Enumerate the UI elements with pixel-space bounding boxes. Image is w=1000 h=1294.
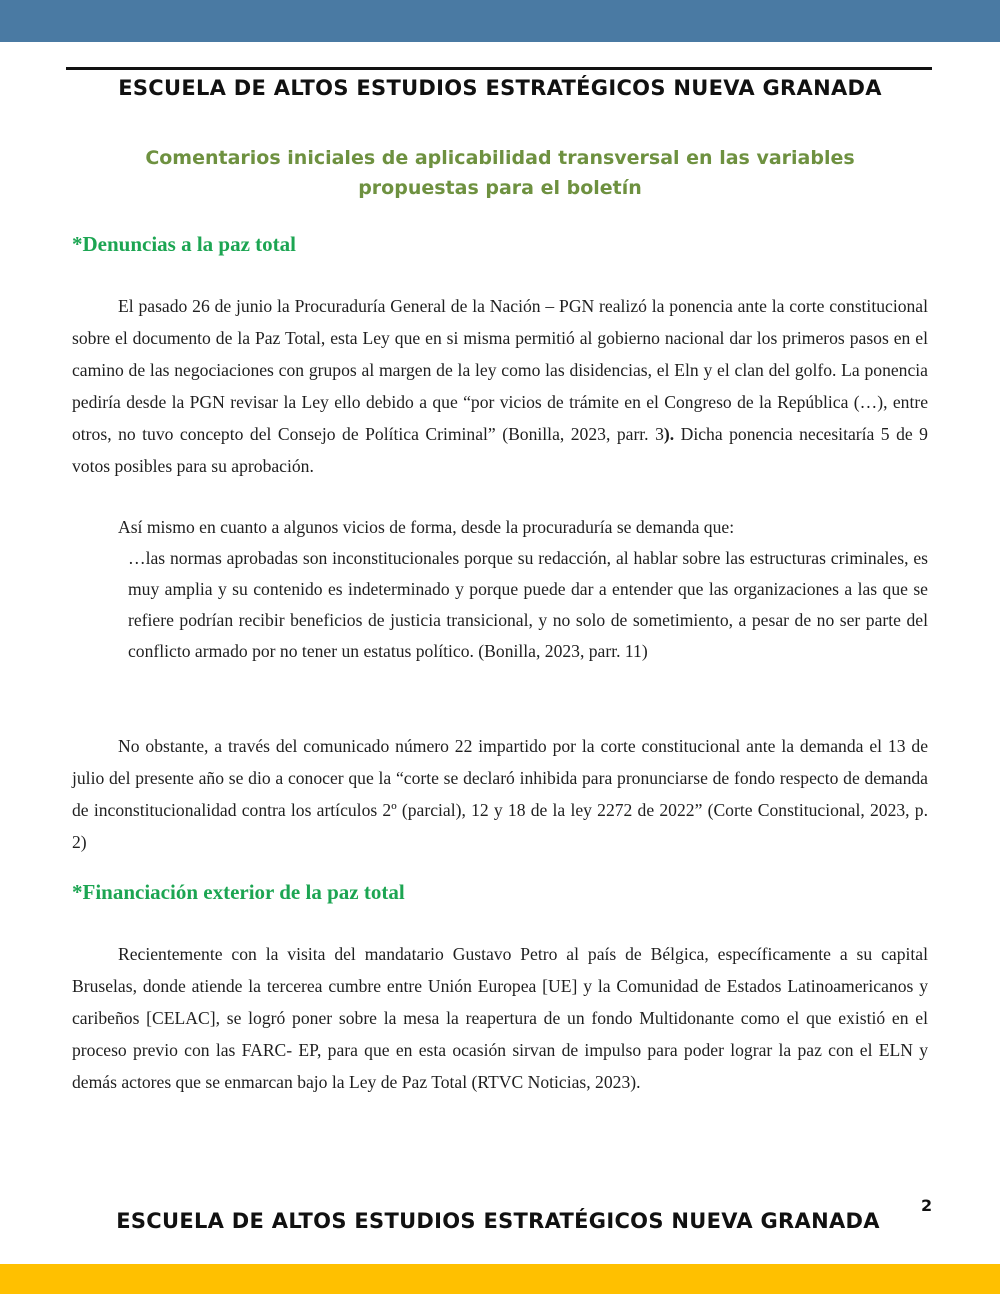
block-quote: …las normas aprobadas son inconstitucionales porque su redacción, al hablar sobre las estructuras criminales, es muy amplia y su contenido es indeterminado y porque puede dar a entender que las organizaciones a las que se refiere podrían recibir beneficios de justicia transicional, y no solo de sometimiento, a pesar de no ser parte del conflicto armado por no tener un estatus político. (Bonilla, 2023, parr. 11) [128,548,928,661]
top-color-bar [0,0,1000,42]
paragraph-text: El pasado 26 de junio la Procuraduría General de la Nación – PGN realizó la ponencia ante la corte constitucional sobre el documento de la Paz Total, esta Ley que en si misma permitió al gobierno nacional dar los primeros pasos en el camino de las negociaciones con grupos al margen de la ley como las disidencias, el Eln y el clan del golfo. La ponencia pediría desde la PGN revisar la Ley ello debido a que “por vicios de trámite en el Congreso de la República (…), entre otros, no tuvo concepto del Consejo de Política Criminal” (Bonilla, 2023, parr. 3 [72,296,928,444]
paragraph-bold-text: ). [663,424,675,444]
bottom-color-bar [0,1264,1000,1294]
paragraph-denuncias-2: No obstante, a través del comunicado número 22 impartido por la corte constitucional ante la demanda el 13 de julio del presente año se dio a conocer que la “corte se declaró inhibida para pronunciarse de fondo respecto de demanda de inconstitucionalidad contra los artículos 2º (parcial), 12 y 18 de la ley 2272 de 2022” (Corte Constitucional, 2023, p. 2) [72,736,928,852]
paragraph-financiacion-1: Recientemente con la visita del mandatario Gustavo Petro al país de Bélgica, específicamente a su capital Bruselas, donde atiende la tercerea cumbre entre Unión Europea [UE] y la Comunidad de Estados Latinoamericanos y caribeños [CELAC], se logró poner sobre la mesa la reapertura de un fondo Multidonante como el que existió en el proceso previo con las FARC- EP, para que en esta ocasión sirvan de impulso para poder lograr la paz con el ELN y demás actores que se enmarcan bajo la Ley de Paz Total (RTVC Noticias, 2023). [72,944,928,1092]
section-heading-financiacion: *Financiación exterior de la paz total [72,880,405,904]
paragraph-text: Dicha ponencia necesitaría 5 de 9 votos posibles para su aprobación. [72,424,928,476]
footer-title: ESCUELA DE ALTOS ESTUDIOS ESTRATÉGICOS NUEVA GRANADA [116,1209,880,1233]
page-number: 2 [921,1196,933,1215]
quote-intro: Así mismo en cuanto a algunos vicios de forma, desde la procuraduría se demanda que: [118,517,735,537]
document-subtitle [140,143,860,203]
section-heading-denuncias: *Denuncias a la paz total [72,232,297,256]
paragraph-denuncias-1 [72,290,928,482]
subtitle-line-1: Comentarios iniciales de aplicabilidad transversal en las variables [145,147,855,169]
subtitle-line-2: propuestas para el boletín [358,177,642,199]
header-rule [66,67,932,70]
header-title: ESCUELA DE ALTOS ESTUDIOS ESTRATÉGICOS NUEVA GRANADA [118,76,882,100]
